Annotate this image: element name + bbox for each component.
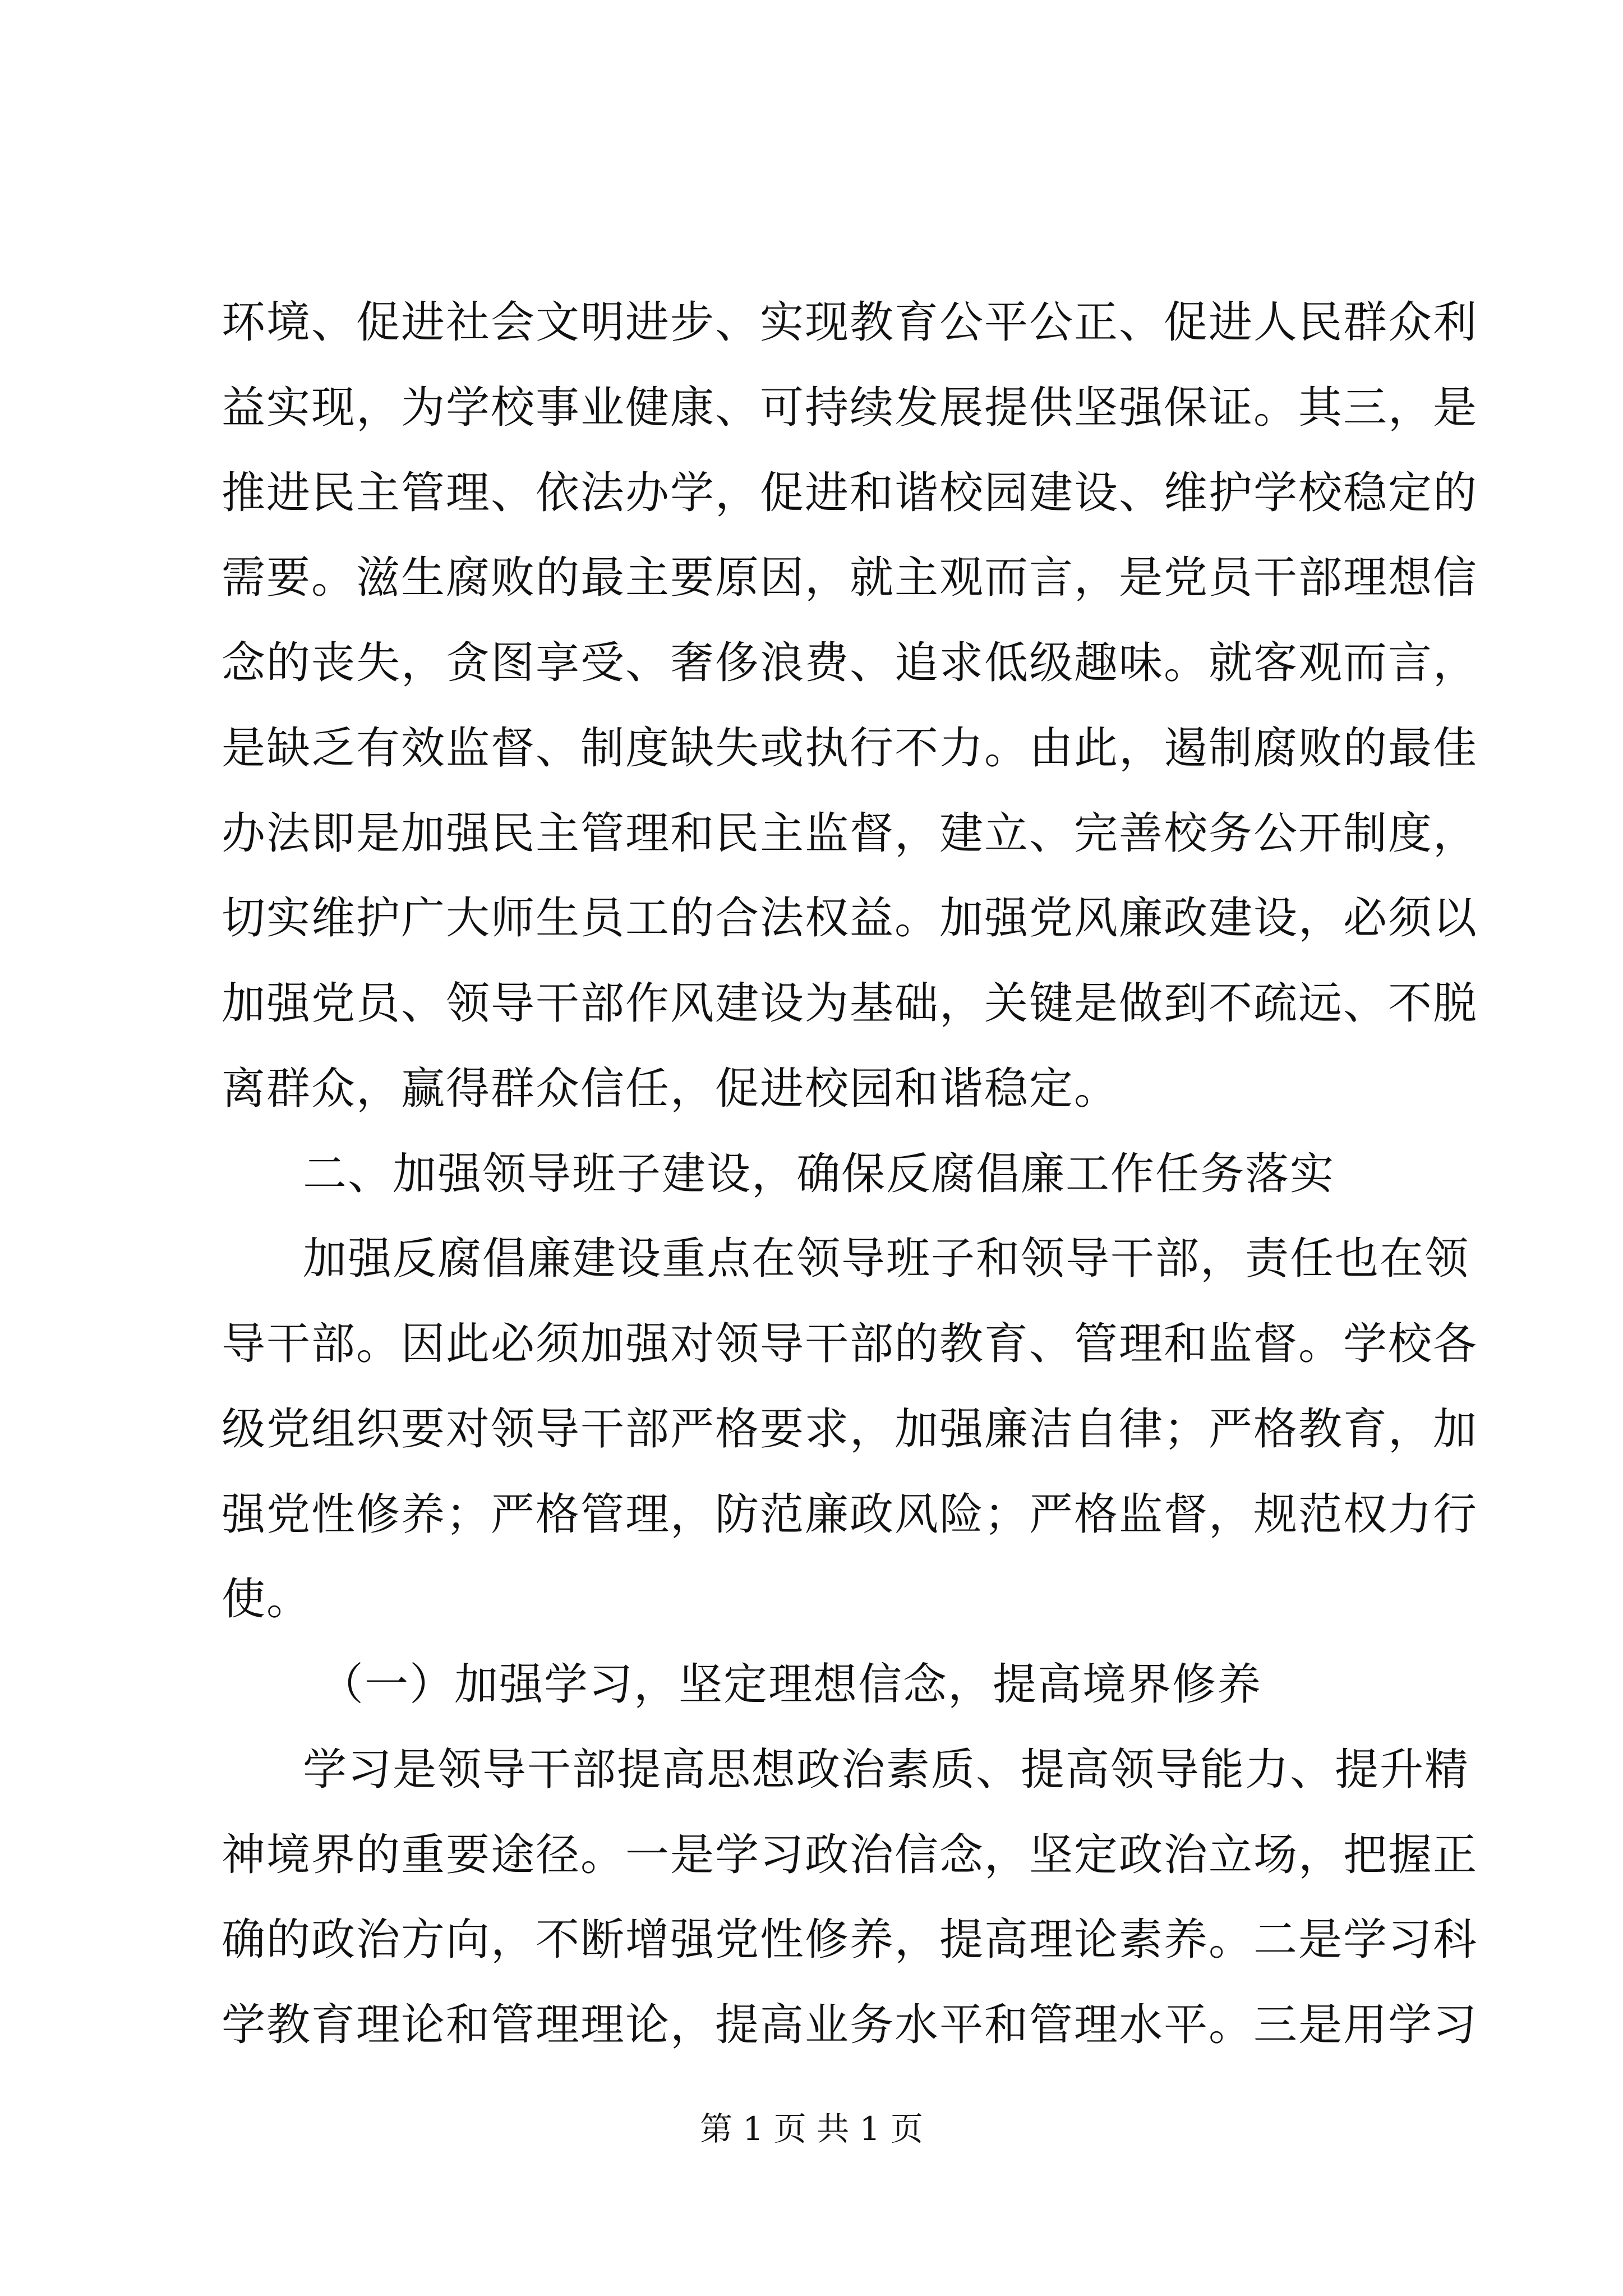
paragraph-line: 加强反腐倡廉建设重点在领导班子和领导干部，责任也在领: [303, 1234, 1470, 1284]
subsection-heading: （一）加强学习，坚定理想信念，提高境界修养: [320, 1659, 1262, 1710]
paragraph-line: 神境界的重要途径。一是学习政治信念，坚定政治立场，把握正: [222, 1830, 1478, 1880]
section-heading: 二、加强领导班子建设，确保反腐倡廉工作任务落实: [303, 1149, 1335, 1199]
paragraph-line: 益实现，为学校事业健康、可持续发展提供坚强保证。其三，是: [222, 383, 1478, 433]
paragraph-line: 环境、促进社会文明进步、实现教育公平公正、促进人民群众利: [222, 297, 1478, 348]
paragraph-line: 级党组织要对领导干部严格要求，加强廉洁自律；严格教育，加: [222, 1404, 1478, 1455]
paragraph-line: 加强党员、领导干部作风建设为基础，关键是做到不疏远、不脱: [222, 978, 1478, 1029]
paragraph-line: 确的政治方向，不断增强党性修养，提高理论素养。二是学习科: [222, 1915, 1478, 1965]
paragraph-line: 导干部。因此必须加强对领导干部的教育、管理和监督。学校各: [222, 1319, 1478, 1369]
paragraph-line: 推进民主管理、依法办学，促进和谐校园建设、维护学校稳定的: [222, 468, 1478, 518]
paragraph-line: 离群众，赢得群众信任，促进校园和谐稳定。: [222, 1064, 1119, 1114]
paragraph-line: 办法即是加强民主管理和民主监督，建立、完善校务公开制度，: [222, 808, 1478, 859]
paragraph-line: 切实维护广大师生员工的合法权益。加强党风廉政建设，必须以: [222, 893, 1478, 944]
page-footer: 第 1 页 共 1 页: [700, 2110, 923, 2148]
paragraph-line: 念的丧失，贪图享受、奢侈浪费、追求低级趣味。就客观而言，: [222, 638, 1478, 688]
paragraph-line: 学教育理论和管理理论，提高业务水平和管理水平。三是用学习: [222, 2000, 1478, 2050]
paragraph-line: 需要。滋生腐败的最主要原因，就主观而言，是党员干部理想信: [222, 553, 1478, 603]
paragraph-line: 强党性修养；严格管理，防范廉政风险；严格监督，规范权力行: [222, 1489, 1478, 1540]
paragraph-line: 学习是领导干部提高思想政治素质、提高领导能力、提升精: [303, 1745, 1470, 1795]
paragraph-line: 使。: [222, 1574, 312, 1625]
paragraph-line: 是缺乏有效监督、制度缺失或执行不力。由此，遏制腐败的最佳: [222, 723, 1478, 774]
